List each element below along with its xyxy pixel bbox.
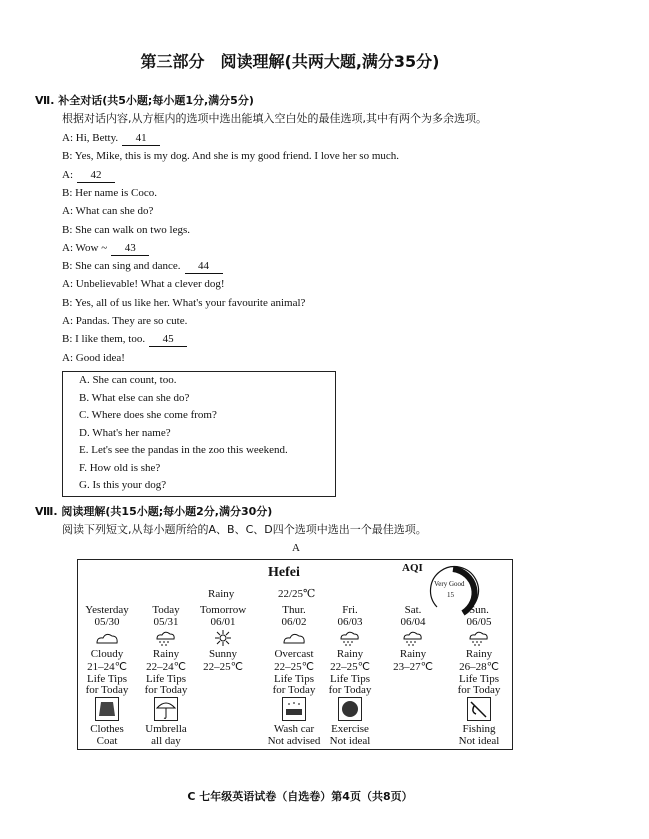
option-item: E. Let's see the pandas in the zoo this weekend. xyxy=(79,444,288,456)
day-name: Thur. xyxy=(282,604,306,616)
current-temp: 22/25℃ xyxy=(278,588,316,600)
dialogue-line xyxy=(62,131,160,146)
aqi-level: Very Good xyxy=(434,580,465,588)
day-date: 06/02 xyxy=(281,616,307,628)
option-item: C. Where does she come from? xyxy=(79,409,217,421)
day-condition: Rainy xyxy=(399,648,427,660)
dialogue-line xyxy=(62,186,157,200)
rain-icon xyxy=(336,629,364,647)
dialogue-line xyxy=(62,277,225,291)
section7-instruction: 根据对话内容,从方框内的选项中选出能填入空白处的最佳选项,其中有两个为多余选项。 xyxy=(62,112,487,125)
option-item: A. She can count, too. xyxy=(79,374,177,386)
day-temp: 22–25℃ xyxy=(203,661,243,673)
life-tips-label: Life Tips for Today xyxy=(85,673,129,696)
day-temp: 23–27℃ xyxy=(393,661,433,673)
life-tips-label: Life Tips for Today xyxy=(272,673,316,696)
day-condition: Overcast xyxy=(274,648,314,660)
answer-blank: 45 xyxy=(149,332,187,347)
dialogue-line xyxy=(62,314,187,328)
line-text: B: She can sing and dance. xyxy=(62,260,181,273)
day-name: Sun. xyxy=(469,604,489,616)
dialogue-line xyxy=(62,241,149,256)
dialogue-line xyxy=(62,296,305,310)
line-text: A: What can she do? xyxy=(62,205,154,218)
forecast-day xyxy=(381,604,445,673)
dialogue-line xyxy=(62,149,399,163)
dialogue-line xyxy=(62,168,115,183)
day-date: 05/31 xyxy=(153,616,179,628)
dialogue-line xyxy=(62,204,153,218)
weather-card xyxy=(77,559,513,750)
day-temp: 22–24℃ xyxy=(146,661,186,673)
coat-icon xyxy=(96,698,118,720)
cloud-icon xyxy=(280,629,308,647)
tip-text: Not advised xyxy=(267,735,321,747)
day-name: Yesterday xyxy=(85,604,129,616)
city: Hefei xyxy=(268,565,300,580)
option-item: F. How old is she? xyxy=(79,461,161,474)
umbrella-icon xyxy=(155,698,177,720)
line-text: A: Wow ~ xyxy=(62,241,108,254)
day-condition: Rainy xyxy=(465,648,493,660)
forecast-day xyxy=(447,604,511,747)
answer-blank: 41 xyxy=(122,131,160,146)
rain-icon xyxy=(465,629,493,647)
tip-text: Umbrella xyxy=(145,723,187,735)
life-tips-label: Life Tips for Today xyxy=(144,673,188,696)
exercise-icon xyxy=(339,698,361,720)
car-wash-icon xyxy=(283,698,305,720)
day-temp: 26–28℃ xyxy=(459,661,499,673)
day-name: Fri. xyxy=(342,604,358,616)
day-date: 06/01 xyxy=(210,616,236,628)
day-date: 06/04 xyxy=(400,616,426,628)
day-temp: 22–25℃ xyxy=(330,661,370,673)
tip-text: Exercise xyxy=(331,723,369,735)
day-temp: 22–25℃ xyxy=(274,661,314,673)
day-name: Sat. xyxy=(404,604,422,616)
sun-icon xyxy=(209,629,237,647)
current-condition: Rainy xyxy=(208,588,235,600)
dialogue-line xyxy=(62,351,125,365)
line-text: B: I like them, too. xyxy=(62,333,146,346)
line-text: B: Yes, all of us like her. What's your favourite animal? xyxy=(62,296,306,309)
tip-text: Clothes xyxy=(90,723,124,735)
day-condition: Cloudy xyxy=(90,648,124,660)
passage-label: A xyxy=(292,542,300,554)
line-text: B: Yes, Mike, this is my dog. And she is my good friend. I love her so much. xyxy=(62,150,400,163)
aqi-value: 15 xyxy=(447,591,454,599)
dialogue-line xyxy=(62,223,190,237)
day-date: 06/05 xyxy=(466,616,492,628)
option-item: D. What's her name? xyxy=(79,426,171,439)
tip-text: Fishing xyxy=(462,723,496,735)
forecast-day xyxy=(134,604,198,747)
day-name: Today xyxy=(152,604,180,616)
forecast-day xyxy=(191,604,255,673)
section8-heading: Ⅷ. 阅读理解(共15小题;每小题2分,满分30分) xyxy=(35,505,273,518)
day-condition: Rainy xyxy=(152,648,180,660)
line-text: A: xyxy=(62,168,73,181)
page-footer: C 七年级英语试卷（自选卷）第4页（共8页） xyxy=(187,790,413,803)
day-name: Tomorrow xyxy=(199,604,247,616)
day-date: 06/03 xyxy=(337,616,363,628)
cloud-icon xyxy=(93,629,121,647)
options-box xyxy=(62,371,336,497)
day-temp: 21–24℃ xyxy=(87,661,127,673)
forecast-day xyxy=(262,604,326,747)
line-text: B: She can walk on two legs. xyxy=(62,223,191,236)
section8-instruction: 阅读下列短文,从每小题所给的A、B、C、D四个选项中选出一个最佳选项。 xyxy=(62,523,427,536)
day-date: 05/30 xyxy=(94,616,120,628)
line-text: A: Good idea! xyxy=(62,351,125,364)
dialogue-line xyxy=(62,259,223,274)
tip-text: all day xyxy=(151,735,181,747)
line-text: A: Hi, Betty. xyxy=(62,132,119,144)
rain-icon xyxy=(399,629,427,647)
aqi-label: AQI xyxy=(402,562,423,574)
fishing-icon xyxy=(468,698,490,720)
tip-text: Not ideal xyxy=(329,735,371,747)
part-title: 第三部分 阅读理解(共两大题,满分35分) xyxy=(140,52,440,71)
life-tips-label: Life Tips for Today xyxy=(328,673,372,696)
line-text: A: Pandas. They are so cute. xyxy=(62,315,188,327)
forecast-day xyxy=(75,604,139,747)
line-text: B: Her name is Coco. xyxy=(62,186,158,199)
line-text: A: Unbelievable! What a clever dog! xyxy=(62,278,225,291)
option-item: G. Is this your dog? xyxy=(79,479,167,491)
option-item: B. What else can she do? xyxy=(79,391,190,404)
answer-blank: 43 xyxy=(111,241,149,256)
answer-blank: 44 xyxy=(185,259,223,274)
day-condition: Sunny xyxy=(208,648,238,660)
day-condition: Rainy xyxy=(336,648,364,660)
dialogue-line xyxy=(62,332,187,347)
rain-icon xyxy=(152,629,180,647)
tip-text: Coat xyxy=(96,735,118,747)
forecast-day xyxy=(318,604,382,747)
tip-text: Not ideal xyxy=(458,735,500,747)
answer-blank: 42 xyxy=(77,168,115,183)
tip-text: Wash car xyxy=(273,723,315,735)
life-tips-label: Life Tips for Today xyxy=(457,673,501,696)
section7-heading: Ⅶ. 补全对话(共5小题;每小题1分,满分5分) xyxy=(35,94,254,107)
